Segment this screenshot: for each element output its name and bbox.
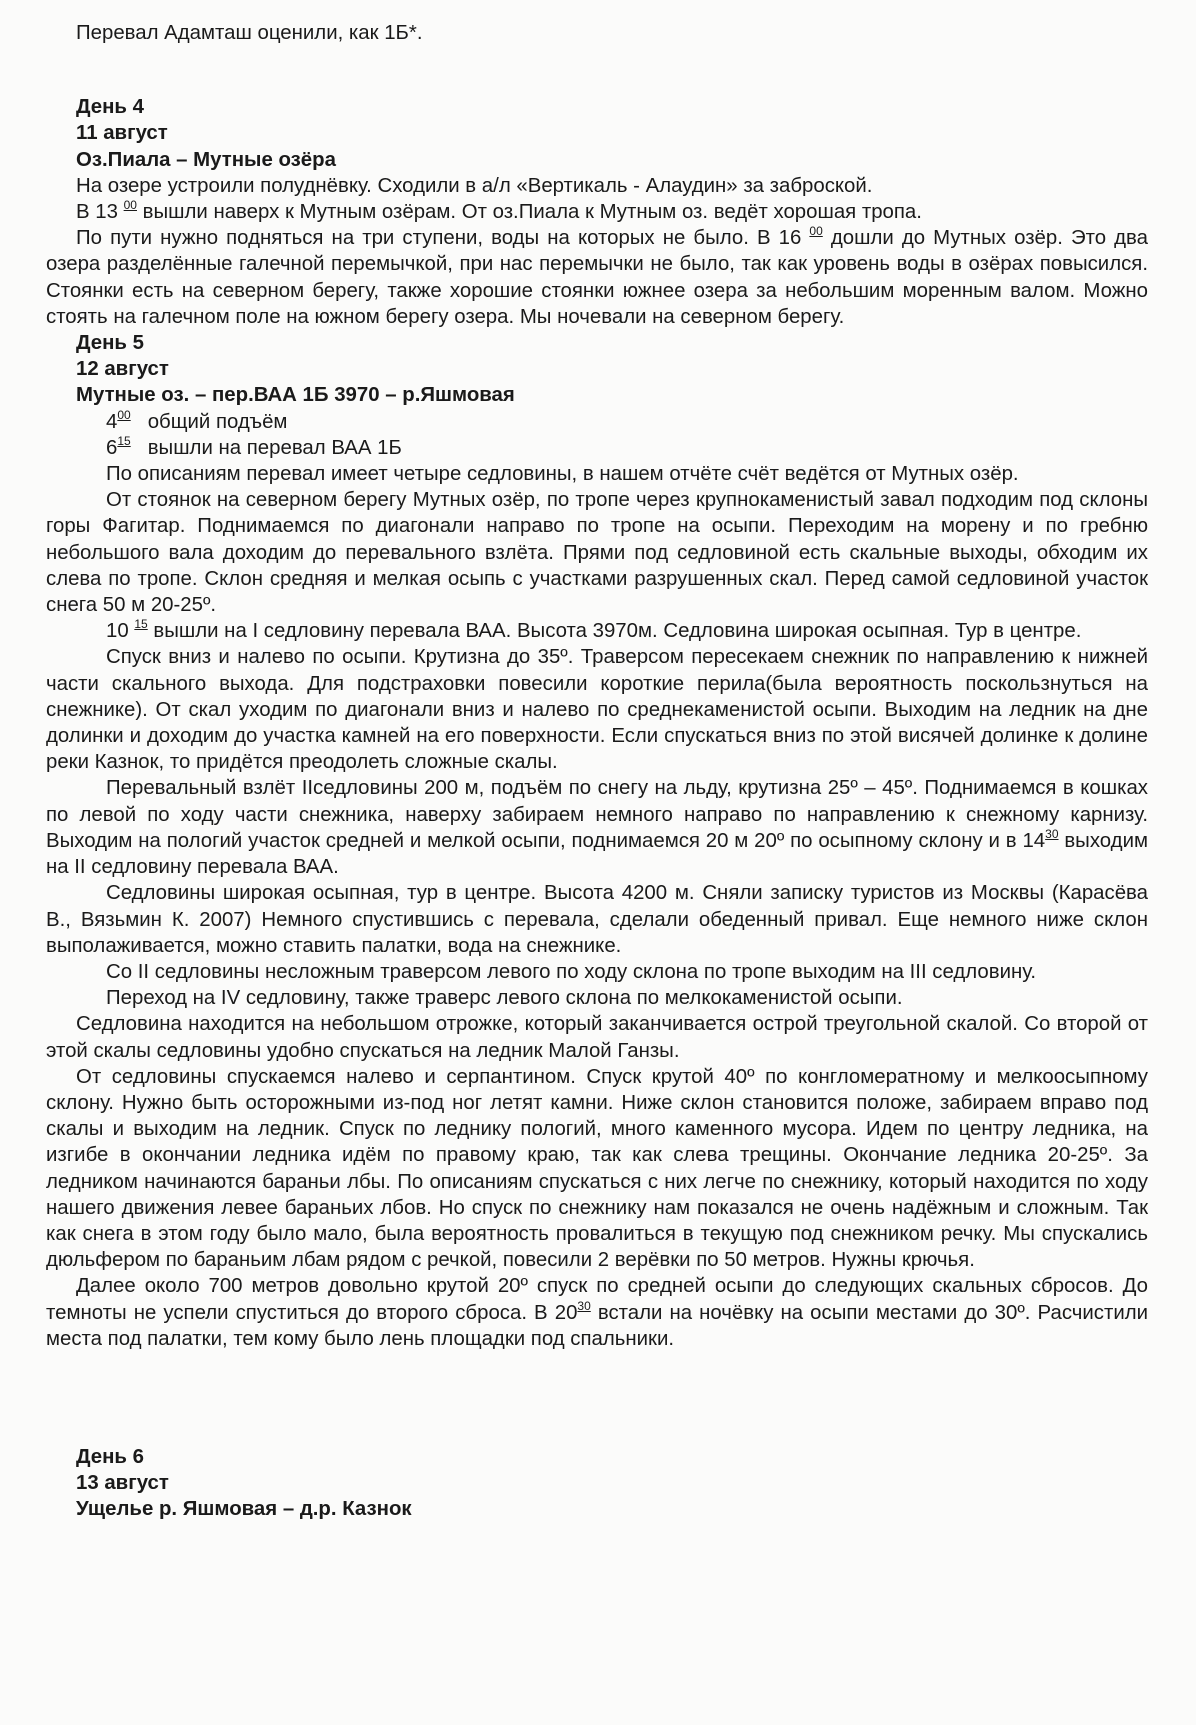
day5-paragraph-5: Перевальный взлёт IIседловины 200 м, подъём по снегу на льду, крутизна 25º – 45º. Поднимаемся в кошках по левой по ходу части снежника, наверху забираем немного направо по направлению к снежному карнизу. Выходим на пологий участок средней и мелкой осыпи, поднимаемся 20 м 20º по осыпному склону и в $14^{30}$ выходим на II седловину перевала ВАА. — [46, 777, 1148, 879]
day6-section — [46, 1444, 1148, 1523]
day4-paragraph-1: На озере устроили полуднёвку. Сходили в а/л «Вертикаль - Алаудин» за заброской. — [76, 174, 873, 197]
day5-paragraph-11: Далее около 700 метров довольно крутой 20º спуск по средней осыпи до следующих скальных сбросов. До темноты не успели спуститься до второго сброса. В $20^{30}$ встали на ночёвку на осыпи местами до 30º. Расчистили места под палатки, тем кому было лень площадки под спальники. — [46, 1275, 1149, 1350]
day6-title: День 6 — [76, 1445, 144, 1468]
day4-paragraph-3: По пути нужно подняться на три ступени, воды на которых не было. В 16 $^{00}$ дошли до Мутных озёр. Это два озера разделённые галечной перемычкой, при нас перемычки не было, так как уровень воды в озёрах повысился. Стоянки есть на северном берегу, также хорошие стоянки южнее озера за небольшим моренным валом. Можно стоять на галечном поле на южном берегу озера. Мы ночевали на северном берегу. — [46, 224, 1149, 328]
time-superscript: 00 — [809, 224, 823, 239]
day5-paragraph-8: Переход на IV седловину, также траверс левого склона по мелкокаменистой осыпи. — [106, 987, 903, 1010]
day4-title: День 4 — [76, 96, 144, 119]
intro-line: Перевал Адамташ оценили, как 1Б*. — [76, 22, 423, 44]
day5-time-row-1: $4^{00}$ общий подъём — [106, 407, 288, 433]
day5-route: Мутные оз. – пер.ВАА 1Б 3970 – р.Яшмовая — [76, 384, 515, 407]
time-superscript: 00 — [123, 198, 137, 213]
day5-paragraph-10: От седловины спускаемся налево и серпантином. Спуск крутой 40º по конгломератному и мелкоосыпному склону. Нужно быть осторожными из-под ног летят камни. Ниже склон становится положе, забираем вправо под скалы и выходим на ледник. Спуск по леднику пологий, много каменного мусора. Идем по центру ледника, на изгибе в окончании ледника идём по правому краю, так как слева трещины. Окончание ледника 20-25º. За ледником начинаются бараньи лбы. По описаниям спускаться с них легче по снежнику, который находится по ходу нашего движения левее бараньих лбов. Но спуск по снежнику нам показался не очень надёжным и сложным. Так как снега в этом году было мало, была вероятность провалиться в текущую под снежником речку. Мы спускались дюльфером по бараньим лбам рядом с речкой, повесили 2 верёвки по 50 метров. Нужны крючья. — [46, 1065, 1148, 1272]
day5-paragraph-1: По описаниям перевал имеет четыре седловины, в нашем отчёте счёт ведётся от Мутных озёр. — [106, 463, 1019, 486]
day4-date: 11 август — [76, 122, 168, 145]
day5-time-row-2: $6^{15}$ вышли на перевал ВАА 1Б — [106, 433, 402, 459]
day5-paragraph-4: Спуск вниз и налево по осыпи. Крутизна до 35º. Траверсом пересекаем снежник по направлению к нижней части скального выхода. Для подстраховки повесили короткие перила(была вероятность поскользнуться на снежнике). От скал уходим по диагонали вниз и налево по среднекаменистой осыпи. Выходим на ледник на дне долинки и доходим до участка камней на его поверхности. Если спускаться вниз по этой висячей долинке к долине реки Казнок, то придётся преодолеть сложные скалы. — [46, 646, 1148, 774]
day5-paragraph-6: Седловины широкая осыпная, тур в центре. Высота 4200 м. Сняли записку туристов из Москвы (Карасёва В., Вязьмин К. 2007) Немного спустившись с перевала, сделали обеденный привал. Еще немного ниже склон выполаживается, можно ставить палатки, вода на снежнике. — [46, 882, 1148, 957]
day4-paragraph-2: В 13 $^{00}$ вышли наверх к Мутным озёрам. От оз.Пиала к Мутным оз. ведёт хорошая тропа. — [76, 198, 922, 224]
day6-date: 13 август — [76, 1472, 169, 1495]
day5-paragraph-2: От стоянок на северном берегу Мутных озёр, по тропе через крупнокаменистый завал подходим под склоны горы Фагитар. Поднимаемся по диагонали направо по тропе на осыпи. Переходим на морену и по гребню небольшого вала доходим до перевального взлёта. Прями под седловиной есть скальные выходы, обходим их слева по тропе. Склон средняя и мелкая осыпь с участками разрушенных скал. Перед самой седловиной участок снега 50 м 20-25º. — [46, 489, 1148, 617]
day4-section — [46, 94, 1148, 330]
day5-paragraph-3: 10 $^{15}$ вышли на I седловину перевала ВАА. Высота 3970м. Седловина широкая осыпная. Тур в центре. — [106, 617, 1082, 643]
day6-route: Ущелье р. Яшмовая – д.р. Казнок — [76, 1498, 412, 1521]
day5-paragraph-7: Со II седловины несложным траверсом левого по ходу склона по тропе выходим на III седловину. — [106, 960, 1037, 983]
day4-route: Оз.Пиала – Мутные озёра — [76, 148, 336, 171]
day5-title: День 5 — [76, 332, 144, 355]
day5-paragraph-9: Седловина находится на небольшом отрожке, который заканчивается острой треугольной скалой. Со второй от этой скалы седловины удобно спускаться на ледник Малой Ганзы. — [46, 1013, 1148, 1062]
day5-section — [46, 330, 1148, 1352]
day5-date: 12 август — [76, 358, 169, 381]
